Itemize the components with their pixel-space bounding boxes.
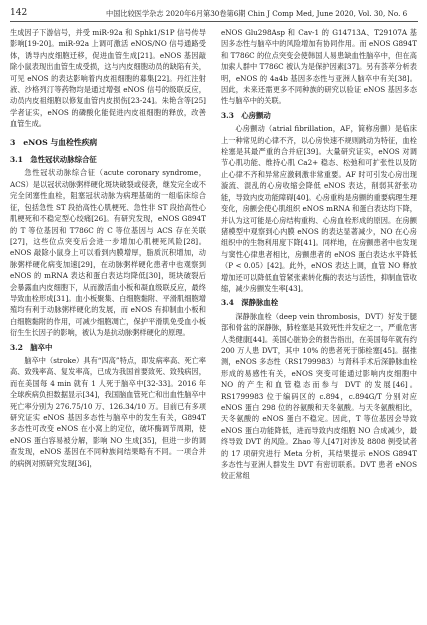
subsection-heading-3-4: 3.4 深静脉血栓 <box>221 298 279 308</box>
paragraph-acs: 急性冠状动脉综合征（acute coronary syndrome，ACS）是以冠状动脉粥样硬化斑块破裂或侵袭，继发完全或不完全闭塞性血栓，阻塞冠状动脉为病理基础的一组临床综合征，包括急性 ST 段抬高性心肌梗死、急性非 ST 段抬高性心肌梗死和不稳定型心绞痛[26]。有研究发现，eNOS G894T 的 T 等位基因和 T786C 的 C 等位基因与 ACS 存在关联[27]，这些位点突变后会进一步增加心肌梗死风险[28]。eNOS 敲除小鼠身上可以看到内膜增厚，脂质沉积增加，动脉粥样硬化病变加速[29]，在动脉粥样硬化患者中也观察到 eNOS 的 mRNA 表达和蛋白表达均降低[30]，斑块破裂后会暴露血内皮细胞下，从而激活血小板和凝血级联反应，最终导致血栓形成[31]。血小板聚集、白细胞黏附、平滑肌细胞增殖均有利于动脉粥样硬化的发展，而 eNOS 有抑制血小板和白细胞黏附的作用，可减少细胞凋亡，保护平滑肌免受血小板衍生生长因子的影响，被认为是抗动脉粥样硬化的原理。 <box>10 168 206 338</box>
subsection-heading-3-1: 3.1 急性冠状动脉综合征 <box>10 155 97 165</box>
subsection-heading-3-2: 3.2 脑卒中 <box>10 342 53 352</box>
paragraph-af: 心房颤动（atrial fibrillation，AF，简称房颤）是临床上一种常见的心律不齐，以心房快速不规则跳动为特征，血栓栓塞是其最严重的合并症[39]。大量研究证实，eNOS 对调节心肌功能、维持心肌 Ca2+ 稳态、松弛和可扩张性以及防止心律不齐和异常应激刺激非常重要。AF 时可引发心房出现漩流、混乱的心房收缩会降低 eNOS 表达，削弱其舒张功能，导致内皮功能障碍[40]。心房重构是房颤的重要病理生理变化，房颤会使心肌组织 eNOS mRNA 和蛋白表达均下降，并认为这可能是心房结构重构、心房血栓形成的原因。在房颤猪模型中观察到心内膜 eNOS 的表达显著减少，NO 在心房组织中的生物利用度下降[41]。同样地，在房颤患者中也发现与窦性心律患者相比，房颤患者的 eNOS 蛋白表达水平降低（P < 0.05）[42]。此外，eNOS 表达上调，血管 NO 释放增加还可以降低血管紧张素转化酶的表达与活性，抑制血管收缩，减少房颤发生率[43]。 <box>221 124 417 293</box>
subsection-heading-3-3: 3.3 心房颤动 <box>221 110 271 120</box>
page-number: 142 <box>10 8 28 18</box>
paragraph-dvt: 深静脉血栓（deep vein thrombosis，DVT）好发于腿部和骨盆的深静脉，肺栓塞是其致死性并发症之一，严重危害人类健康[44]。美国心脏协会的报告指出，在美国每年就有约 200 万人患 DVT，其中 10% 的患者死于肺栓塞[45]。据推测，eNOS 多态性（RS1799983）与肾科手术后深静脉血栓形成的易感性有关，eNOS 突变可能通过影响内皮细胞中 NO 的产生和血管稳态而参与 DVT 的发展[46]。RS1799983 位于编码区的 c.894，c.894G/T 分别对应 eNOS 蛋白 298 位的谷氨酸和天冬氨酸。与天冬氨酸相比，天冬氨酸的 eNOS 蛋白不稳定。因此，T 等位基因会导致 eNOS 蛋白功能降低，进而导致内皮细胞 NO 合成减少，最终导致 DVT 的风险。Zhao 等人[47]对涉及 8808 例受试者的 17 项研究进行 Meta 分析，其结果提示 eNOS G894T 多态性与亚洲人群发生 DVT 有密切联系。DVT 患者 eNOS 较正常组 <box>221 311 417 481</box>
right-column <box>221 27 417 482</box>
page-header <box>10 7 418 22</box>
left-column <box>10 27 206 469</box>
paragraph-stroke-continued: eNOS Glu298Asp 和 Cav-1 的 G14713A、T29107A 基因多态性与脑卒中的风险增加有协同作用。而 eNOS G894T 和 T786C 的位点突变会使韩国人易患缺血性脑卒中，但在高加索人群中 T786C 被认为是保护因素[37]。另有荟萃分析表明，eNOS 的 4a4b 基因多态性与亚洲人脑卒中有关[38]。因此，未来还需更多不同种族的研究以验证 eNOS 基因多态性与脑卒中的关联。 <box>221 28 417 106</box>
paragraph-continued: 生成因子下游信号，并受 miR-92a 和 Sphk1/S1P 信号传导影响[19-20]。miR-92a 上调可激活 eNOS/NO 信号通路受体，诱导内皮细胞迁移，促进血管生成[21]。eNOS 基因敲除小鼠表现出血管生成受损，这与内皮细胞动员的缺陷有关，可见 eNOS 的表达影响着内皮祖细胞的募集[22]。丹红注射液、沙格列汀等药物均是通过增强 eNOS 信号的级联反应，动员内皮祖细胞以修复血管内皮损伤[23-24]。朱艳含等[25]学者证实，eNOS 的磷酸化能促进内皮祖细胞的释放，改善血管生成。 <box>10 28 206 129</box>
paragraph-stroke: 脑卒中（stroke）具有“四高”特点，即发病率高、死亡率高、致残率高、复发率高，已成为我国首要致死、致残病因，而在美国每 4 min 就有 1 人死于脑卒中[32-33]。2016 年全球疾病负担数据显示[34]，我国脑血管死亡和出血性脑卒中死亡率分别为 276.75/10 万、126.34/10 万。目前已有多项研究证实 eNOS 基因多态性与脑卒中的发生有关，G894T 多态性可改变 eNOS 在小窝上的定位，破坏酶调节周期，使 eNOS 蛋白容易被分解，影响 NO 生成[35]，但进一步的调查发现，eNOS 基因在不同种族间结果略有不同。一项合并的病例对照研究发现[36]， <box>10 355 206 468</box>
section-heading-3: 3 eNOS 与血栓性疾病 <box>10 137 98 147</box>
journal-citation: 中国比较医学杂志 2020年6月第30卷第6期 Chin J Comp Med, June 2020, Vol. 30, No. 6 <box>106 9 408 18</box>
